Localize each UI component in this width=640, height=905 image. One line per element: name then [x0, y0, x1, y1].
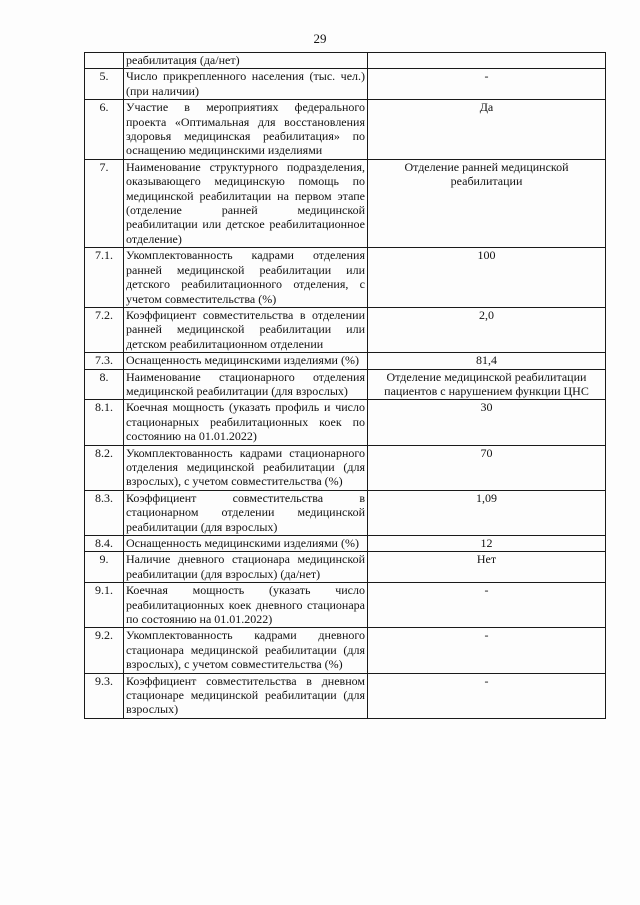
row-indicator: Укомплектованность кадрами отделения ранней медицинской реабилитации или детского реабилитационного отделения, с учетом совместительства (%)	[124, 248, 368, 308]
row-value: -	[368, 69, 606, 100]
row-number: 6.	[85, 100, 124, 160]
row-number: 9.	[85, 552, 124, 583]
row-indicator: Наличие дневного стационара медицинской реабилитации (для взрослых) (да/нет)	[124, 552, 368, 583]
row-indicator: Число прикрепленного населения (тыс. чел.) (при наличии)	[124, 69, 368, 100]
row-number: 8.3.	[85, 490, 124, 535]
row-number: 9.1.	[85, 583, 124, 628]
row-value: -	[368, 583, 606, 628]
table-row	[85, 400, 606, 445]
table-row	[85, 583, 606, 628]
row-value: Нет	[368, 552, 606, 583]
row-number	[85, 53, 124, 69]
table-row	[85, 673, 606, 718]
row-number: 8.	[85, 369, 124, 400]
row-indicator: Коэффициент совместительства в отделении ранней медицинской реабилитации или детском реабилитационном отделении	[124, 307, 368, 352]
row-number: 5.	[85, 69, 124, 100]
row-number: 8.2.	[85, 445, 124, 490]
row-indicator: Наименование структурного подразделения, оказывающего медицинскую помощь по медицинской реабилитации на первом этапе (отделение ранней медицинской реабилитации или детское реабилитационное отделение)	[124, 159, 368, 247]
row-value: 30	[368, 400, 606, 445]
row-value: 12	[368, 536, 606, 552]
row-value: 2,0	[368, 307, 606, 352]
row-indicator: Укомплектованность кадрами стационарного отделения медицинской реабилитации (для взрослых), с учетом совместительства (%)	[124, 445, 368, 490]
row-value: Отделение медицинской реабилитации пациентов с нарушением функции ЦНС	[368, 369, 606, 400]
row-number: 7.1.	[85, 248, 124, 308]
row-indicator: Наименование стационарного отделения медицинской реабилитации (для взрослых)	[124, 369, 368, 400]
row-value: 1,09	[368, 490, 606, 535]
table-row	[85, 159, 606, 247]
row-value: 100	[368, 248, 606, 308]
row-number: 7.2.	[85, 307, 124, 352]
table-row	[85, 536, 606, 552]
row-indicator: Оснащенность медицинскими изделиями (%)	[124, 353, 368, 369]
row-number: 8.1.	[85, 400, 124, 445]
table-row	[85, 552, 606, 583]
row-indicator: Укомплектованность кадрами дневного стационара медицинской реабилитации (для взрослых), с учетом совместительства (%)	[124, 628, 368, 673]
row-indicator: Оснащенность медицинскими изделиями (%)	[124, 536, 368, 552]
row-number: 7.	[85, 159, 124, 247]
page-number: 29	[313, 31, 327, 46]
row-value: Да	[368, 100, 606, 160]
row-indicator: Коэффициент совместительства в стационарном отделении медицинской реабилитации (для взрослых)	[124, 490, 368, 535]
row-indicator: Коечная мощность (указать число реабилитационных коек дневного стационара по состоянию на 01.01.2022)	[124, 583, 368, 628]
table-row	[85, 53, 606, 69]
rehabilitation-table	[84, 52, 606, 719]
table-row	[85, 490, 606, 535]
table-row	[85, 369, 606, 400]
row-value: -	[368, 673, 606, 718]
table-row	[85, 628, 606, 673]
table-row	[85, 69, 606, 100]
row-number: 8.4.	[85, 536, 124, 552]
row-indicator: Коечная мощность (указать профиль и число стационарных реабилитационных коек по состоянию на 01.01.2022)	[124, 400, 368, 445]
table-row	[85, 248, 606, 308]
row-indicator: реабилитация (да/нет)	[124, 53, 368, 69]
row-value: Отделение ранней медицинской реабилитации	[368, 159, 606, 247]
row-value: 81,4	[368, 353, 606, 369]
row-number: 9.3.	[85, 673, 124, 718]
row-number: 9.2.	[85, 628, 124, 673]
row-indicator: Коэффициент совместительства в дневном стационаре медицинской реабилитации (для взрослых)	[124, 673, 368, 718]
row-number: 7.3.	[85, 353, 124, 369]
row-value: 70	[368, 445, 606, 490]
table-row	[85, 445, 606, 490]
table-row	[85, 307, 606, 352]
table-row	[85, 353, 606, 369]
table-row	[85, 100, 606, 160]
row-indicator: Участие в мероприятиях федерального проекта «Оптимальная для восстановления здоровья медицинская реабилитация» по оснащению медицинскими изделиями	[124, 100, 368, 160]
row-value: -	[368, 628, 606, 673]
row-value	[368, 53, 606, 69]
